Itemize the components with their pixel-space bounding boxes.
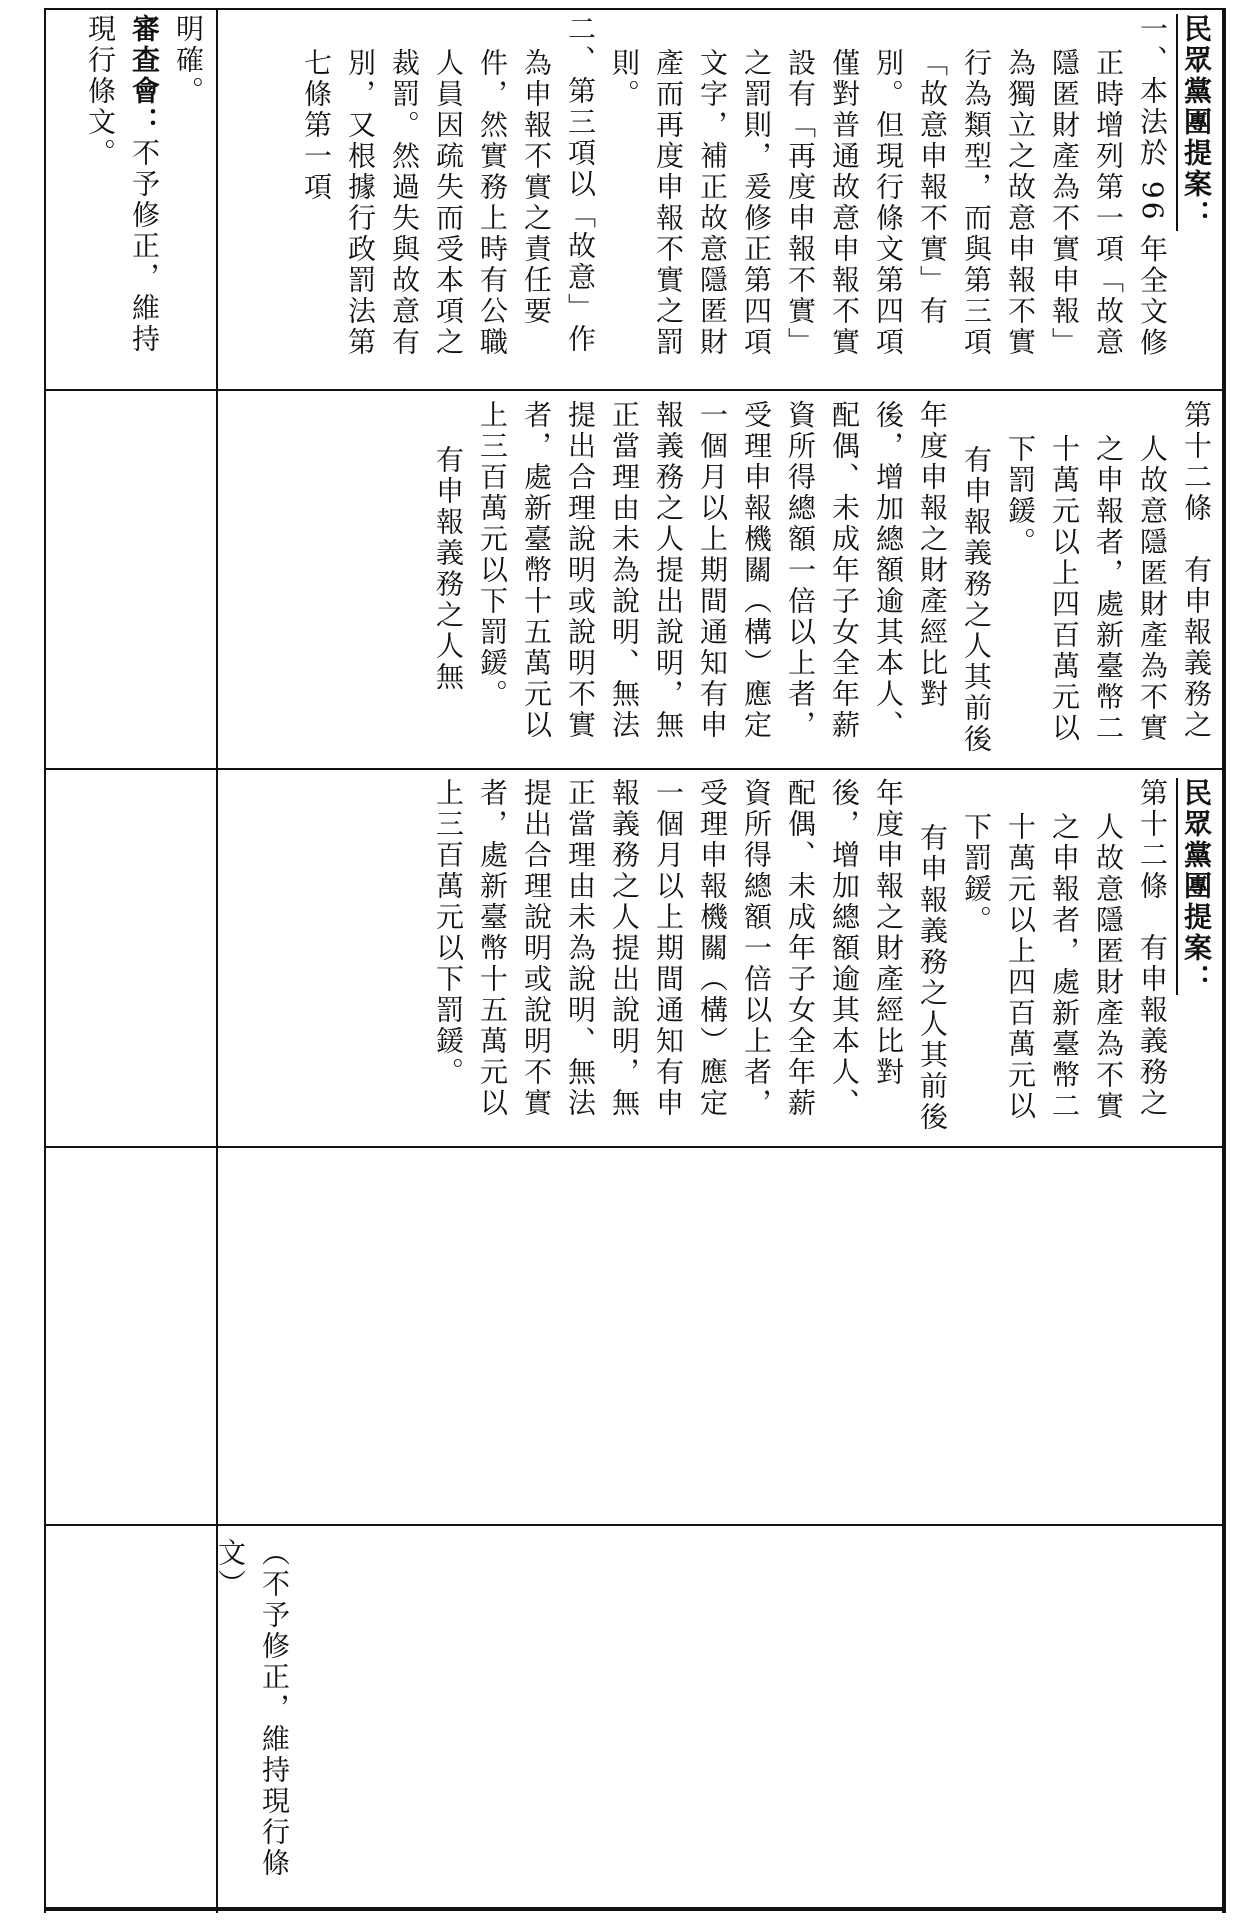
proposal-heading: 民眾黨團提案： xyxy=(1180,778,1213,995)
proposal-article-para-2: 有申報義務之人其前後年度申報之財產經比對後，增加總額逾其本人、配偶、未成年子女全年薪資所得總額一倍以上者，受理申報機關（構）應定一個月以上期間通知有申報義務之人提出說明，無正當理由未為說明、無法提出合理說明或說明不實者，處新臺幣十五萬元以上三百萬元以下罰鍰。 xyxy=(432,778,949,1133)
explanation-cell xyxy=(232,14,1218,384)
existing-article-para-2: 有申報義務之人其前後年度申報之財產經比對後，增加總額逾其本人、配偶、未成年子女全年薪資所得總額一倍以上者，受理申報機關（構）應定一個月以上期間通知有申報義務之人提出說明，無正當理由未為說明、無法提出合理說明或說明不實者，處新臺幣十五萬元以上三百萬元以下罰鍰。 xyxy=(476,400,993,755)
current-law-cell xyxy=(214,1538,296,1898)
explanation-item-1: 一、本法於 96 年全文修正時增列第一項「故意隱匿財產為不實申報」為獨立之故意申報不實行為類型，而與第三項「故意申報不實」有別。但現行條文第四項僅對普通故意申報不實設有「再度申報不實」之罰則，爰修正第四項文字，補正故意隱匿財產而再度申報不實之罰則。 xyxy=(608,14,1169,359)
proposal-article-para-1: 第十二條 有申報義務之人故意隱匿財產為不實之申報者，處新臺幣二十萬元以上四百萬元以下罰鍰。 xyxy=(960,778,1169,1122)
row-divider-4 xyxy=(44,389,1224,391)
explanation-top-text: 明確。 xyxy=(172,14,205,107)
row-divider-3 xyxy=(44,768,1224,770)
review-committee-line xyxy=(78,14,166,384)
explanation-heading: 民眾黨團提案： xyxy=(1180,14,1213,231)
proposal-cell xyxy=(232,778,1218,1138)
table-border-right xyxy=(1222,8,1226,1913)
table-border-left xyxy=(44,8,46,1913)
existing-article-cell xyxy=(232,400,1218,760)
existing-article-para-1: 第十二條 有申報義務之人故意隱匿財產為不實之申報者，處新臺幣二十萬元以上四百萬元以下罰鍰。 xyxy=(1004,400,1213,744)
table-border-top xyxy=(44,8,1224,10)
table-border-bottom xyxy=(44,1907,1224,1911)
current-law-text: （不予修正，維持現行條文） xyxy=(214,1538,291,1879)
explanation-top-cell xyxy=(60,14,210,384)
existing-article-para-3: 有申報義務之人無 xyxy=(432,444,465,693)
review-committee-label: 審查會： xyxy=(128,14,161,138)
review-committee-text: 不予修正，維持現行條文。 xyxy=(84,14,161,355)
row-divider-2 xyxy=(44,1146,1224,1148)
explanation-item-2: 二、第三項以「故意」作為申報不實之責任要件，然實務上時有公職人員因疏失而受本項之裁罰。然過失與故意有別，又根據行政罰法第七條第一項 xyxy=(300,14,597,358)
row-divider-1 xyxy=(44,1524,1224,1526)
